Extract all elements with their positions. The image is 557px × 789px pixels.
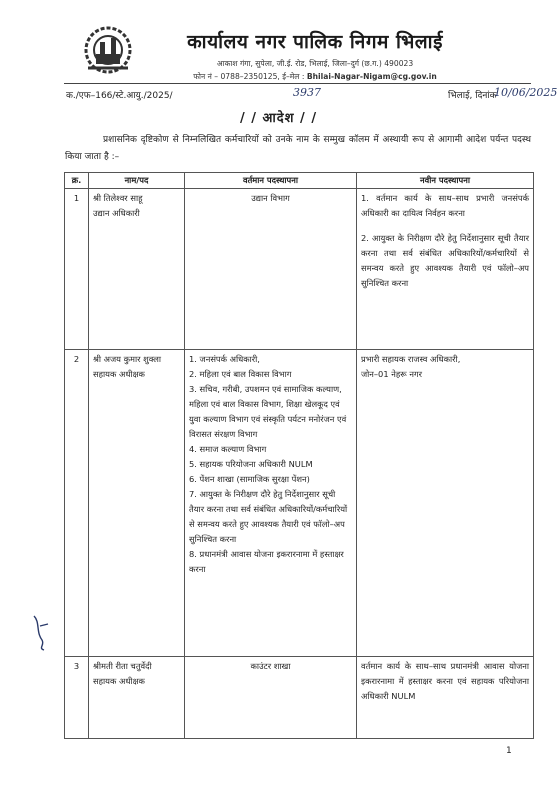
new-posting-item: प्रभारी सहायक राजस्व अधिकारी, — [361, 354, 461, 364]
handwritten-initial-signature — [30, 612, 52, 652]
order-title: / / आदेश / / — [239, 111, 318, 126]
col-header-current-posting: वर्तमान पदस्थापना — [185, 173, 357, 189]
organization-name: कार्यालय नगर पालिक निगम भिलाई — [187, 31, 443, 53]
serial-cell: 1 — [65, 189, 89, 350]
municipal-emblem-icon — [82, 24, 134, 76]
current-posting-item: काउंटर शाखा — [250, 661, 291, 671]
table-row — [65, 189, 534, 350]
name-post-cell — [89, 350, 185, 657]
current-posting-cell — [185, 189, 357, 350]
place-date-label: भिलाई, दिनांक — [448, 91, 497, 101]
current-posting-item: 2. महिला एवं बाल विकास विभाग — [189, 369, 292, 379]
page-number: 1 — [506, 746, 512, 756]
col-header-serial: क्र. — [65, 173, 89, 189]
table-row — [65, 657, 534, 739]
employee-name: श्री तिलेश्वर साहू — [93, 193, 143, 203]
new-posting-item: जोन–01 नेहरू नगर — [361, 369, 423, 379]
serial-cell: 3 — [65, 657, 89, 739]
handwritten-date: 10/06/2025 — [494, 86, 557, 99]
email-address: Bhilai-Nagar-Nigam@cg.gov.in — [306, 72, 437, 81]
name-post-cell — [89, 189, 185, 350]
employee-name: श्री अजय कुमार शुक्ला — [93, 354, 162, 364]
reference-number-label: क./एफ–166/स्टे.आयु./2025/ — [66, 91, 173, 101]
table-header-row — [65, 173, 534, 189]
serial-cell: 2 — [65, 350, 89, 657]
letterhead — [150, 28, 480, 82]
name-post-cell — [89, 657, 185, 739]
table-row — [65, 350, 534, 657]
new-posting-cell — [357, 350, 534, 657]
new-posting-item: 1. वर्तमान कार्य के साथ–साथ प्रभारी जनसंपर्क अधिकारी का दायित्व निर्वहन करना — [361, 193, 529, 218]
col-header-new-posting: नवीन पदस्थापना — [357, 173, 534, 189]
employee-post: उद्यान अधिकारी — [93, 208, 140, 218]
current-posting-item: 1. जनसंपर्क अधिकारी, — [189, 354, 260, 364]
employee-name: श्रीमती रीता चतुर्वेदी — [93, 661, 152, 671]
col-header-name-post: नाम/पद — [89, 173, 185, 189]
contact-prefix: फोन नं – 0788–2350125, ई–मेल : — [193, 72, 305, 81]
new-posting-cell — [357, 189, 534, 350]
current-posting-cell — [185, 350, 357, 657]
new-posting-item: वर्तमान कार्य के साथ–साथ प्रधानमंत्री आवास योजना इकरारनामा में हस्ताक्षर करना एवं सहायक परियोजना अधिकारी NULM — [361, 661, 529, 701]
reference-line — [64, 86, 557, 102]
header-divider — [64, 83, 531, 84]
employee-post: सहायक अधीक्षक — [93, 676, 145, 686]
current-posting-item: 5. सहायक परियोजना अधिकारी NULM — [189, 459, 313, 469]
new-posting-item: 2. आयुक्त के निरीक्षण दौरे हेतु निर्देशानुसार सूची तैयार करना तथा सर्व संबंधित अधिकारियों/कर्मचारियों से समन्वय करते हुए आवश्यक तैयारी एवं फॉलो–अप सुनिश्चित करना — [361, 233, 529, 288]
current-posting-item: 7. आयुक्त के निरीक्षण दौरे हेतु निर्देशानुसार सूची तैयार करना तथा सर्व संबंधित अधिकारियों/कर्मचारियों से समन्वय करते हुए आवश्यक तैयारी एवं फॉलो–अप सुनिश्चित करना — [189, 489, 348, 544]
current-posting-item: 3. सचिव, गरीबी, उपशमन एवं सामाजिक कल्याण, महिला एवं बाल विकास विभाग, शिक्षा खेलकूद एवं युवा कल्याण विभाग एवं संस्कृति पर्यटन मनोरंजन एवं विरासत संरक्षण विभाग — [189, 384, 347, 439]
employee-post: सहायक अधीक्षक — [93, 369, 145, 379]
order-intro-paragraph: प्रशासनिक दृष्टिकोण से निम्नलिखित कर्मचारियों को उनके नाम के सम्मुख कॉलम में अस्थायी रूप से आगामी आदेश पर्यन्त पदस्थ किया जाता है :– — [65, 135, 531, 162]
new-posting-cell — [357, 657, 534, 739]
handwritten-reference-number: 3937 — [293, 86, 321, 99]
posting-table — [64, 172, 534, 739]
current-posting-cell — [185, 657, 357, 739]
current-posting-item: 4. समाज कल्याण विभाग — [189, 444, 267, 454]
office-address: आकाश गंगा, सुपेला, जी.ई. रोड, भिलाई, जिला–दुर्ग (छ.ग.) 490023 — [216, 59, 414, 68]
current-posting-item: 6. पेंशन शाखा (सामाजिक सुरक्षा पेंशन) — [189, 474, 310, 484]
current-posting-item: 8. प्रधानमंत्री आवास योजना इकरारनामा में हस्ताक्षर करना — [189, 549, 344, 574]
contact-line — [150, 72, 480, 82]
current-posting-item: उद्यान विभाग — [251, 193, 290, 203]
